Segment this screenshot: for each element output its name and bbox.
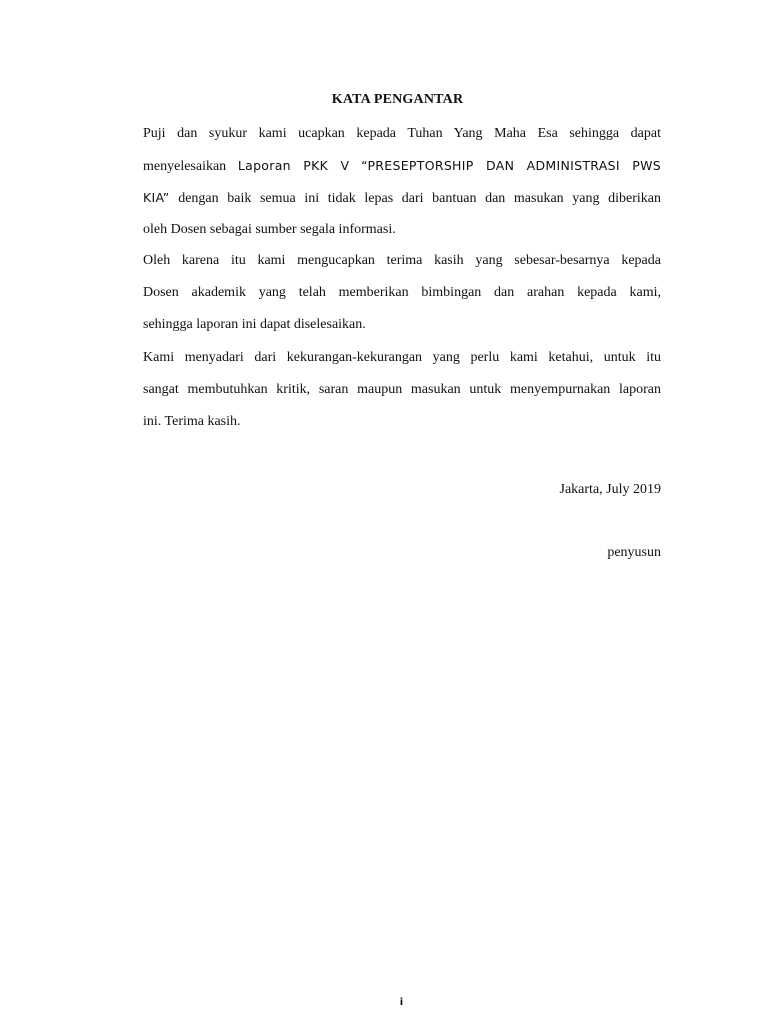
paragraph-line [143,150,661,182]
page-title: KATA PENGANTAR [331,92,464,107]
page-number: i [399,997,404,1008]
paragraph-line [143,182,661,214]
signer-name: penyusun [607,545,661,560]
paragraph-intro [143,118,661,246]
paragraph-thanks [143,245,661,341]
report-title: “PRESEPTORSHIP DAN ADMINISTRASI PWS [361,158,662,173]
paragraph-line: Puji dan syukur kami ucapkan kepada Tuhan Yang Maha Esa sehingga dapat [143,126,661,141]
paragraph-line: Dosen akademik yang telah memberikan bimbingan dan arahan kepada kami, [143,285,661,300]
report-name: Laporan PKK V [237,158,350,173]
report-title-end: KIA” [143,190,170,205]
paragraph-line: Kami menyadari dari kekurangan-kekurangan yang perlu kami ketahui, untuk itu [143,350,661,365]
place-date: Jakarta, July 2019 [559,482,661,497]
paragraph-line: Oleh karena itu kami mengucapkan terima kasih yang sebesar-besarnya kepada [143,253,661,268]
paragraph-line: ini. Terima kasih. [143,414,241,429]
text-segment: dengan baik semua ini tidak lepas dari bantuan dan masukan yang diberikan [178,191,662,206]
paragraph-line: sehingga laporan ini dapat diselesaikan. [143,317,366,332]
paragraph-line: oleh Dosen sebagai sumber segala informasi. [143,222,396,237]
text-segment: menyelesaikan [143,159,227,174]
paragraph-line: sangat membutuhkan kritik, saran maupun masukan untuk menyempurnakan laporan [143,382,661,397]
paragraph-closing [143,342,661,438]
